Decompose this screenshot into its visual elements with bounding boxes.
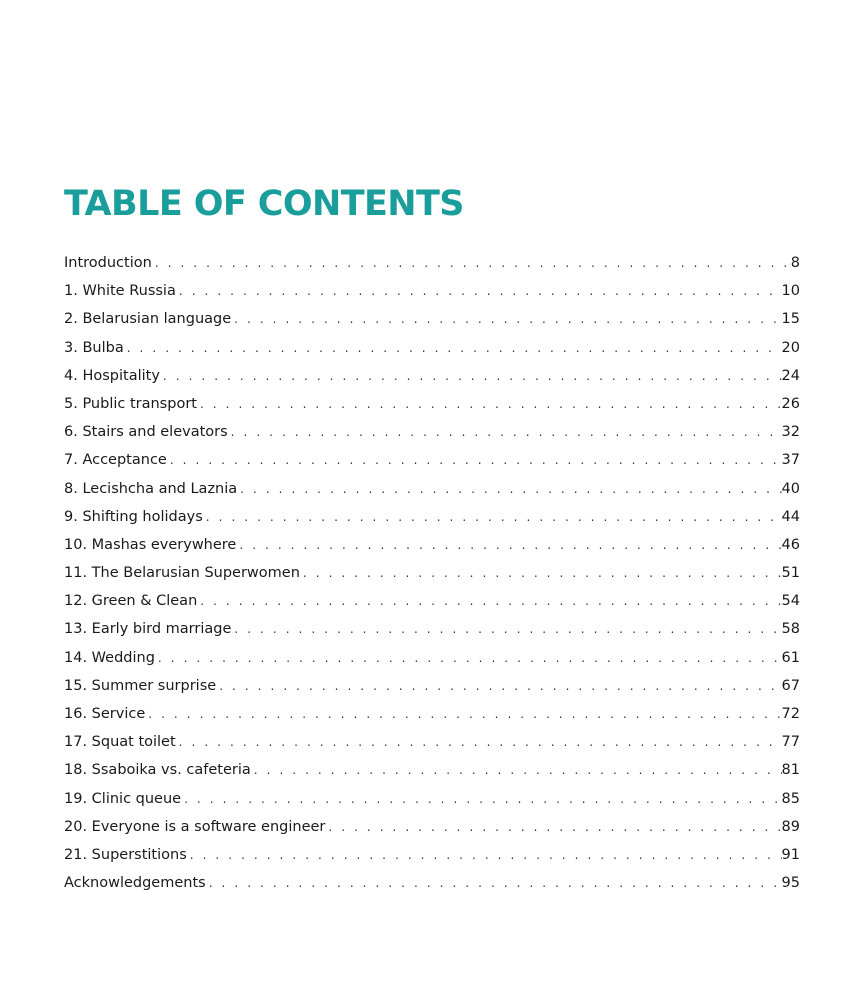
toc-entry-label: 19. Clinic queue: [64, 790, 182, 807]
toc-entry-page-number: 72: [781, 706, 800, 722]
toc-entry-page-number: 10: [781, 283, 800, 300]
toc-entry-label: 17. Squat toilet: [64, 734, 176, 751]
dot-leader: [200, 587, 781, 615]
dot-leader: [234, 305, 781, 333]
dot-leader: [155, 249, 791, 277]
toc-entry-label: 13. Early bird marriage: [64, 621, 232, 638]
toc-entry-label: 14. Wedding: [64, 649, 155, 666]
dot-leader: [190, 841, 782, 869]
toc-entry-label: Acknowledgements: [64, 875, 206, 892]
toc-entry-label: 4. Hospitality: [64, 367, 160, 384]
toc-entry: [64, 475, 800, 503]
toc-entry-label: 21. Superstitions: [64, 846, 187, 863]
toc-entry: [64, 869, 800, 897]
dot-leader: [179, 277, 782, 305]
dot-leader: [206, 503, 782, 531]
toc-entry-page-number: 77: [781, 734, 800, 751]
toc-entry-page-number: 15: [781, 311, 800, 328]
toc-entry-label: 18. Ssaboika vs. cafeteria: [64, 762, 251, 779]
toc-entry-label: 16. Service: [64, 706, 146, 722]
toc-entry-label: 10. Mashas everywhere: [64, 536, 237, 553]
toc-entry: [64, 756, 800, 784]
toc-entry-label: 1. White Russia: [64, 283, 176, 300]
dot-leader: [303, 559, 782, 587]
toc-entry-label: 8. Lecishcha and Laznia: [64, 480, 238, 497]
toc-entry: [64, 587, 800, 615]
dot-leader: [240, 475, 781, 503]
toc-entry-page-number: 24: [781, 367, 800, 384]
toc-list: [64, 249, 800, 897]
dot-leader: [209, 869, 782, 897]
toc-entry: [64, 728, 800, 756]
dot-leader: [148, 700, 781, 728]
toc-entry: [64, 615, 800, 643]
toc-entry-page-number: 58: [781, 621, 800, 638]
dot-leader: [163, 362, 782, 390]
toc-entry-label: 2. Belarusian language: [64, 311, 232, 328]
toc-entry-label: Introduction: [64, 255, 152, 271]
toc-entry-label: 20. Everyone is a software engineer: [64, 818, 326, 835]
dot-leader: [239, 531, 781, 559]
toc-entry-page-number: 89: [781, 818, 800, 835]
dot-leader: [234, 615, 781, 643]
toc-entry-label: 12. Green & Clean: [64, 593, 198, 610]
toc-entry-page-number: 54: [781, 593, 800, 610]
toc-entry: [64, 644, 800, 672]
toc-entry: [64, 559, 800, 587]
toc-entry-page-number: 37: [781, 452, 800, 469]
toc-entry: [64, 785, 800, 813]
toc-entry-label: 6. Stairs and elevators: [64, 424, 228, 441]
toc-entry: [64, 503, 800, 531]
toc-entry-page-number: 26: [781, 395, 800, 412]
toc-entry-page-number: 51: [781, 565, 800, 582]
toc-entry-page-number: 8: [790, 255, 800, 271]
toc-entry: [64, 418, 800, 446]
toc-entry: [64, 531, 800, 559]
dot-leader: [200, 390, 782, 418]
dot-leader: [170, 446, 782, 474]
toc-entry: [64, 813, 800, 841]
toc-entry: [64, 362, 800, 390]
toc-entry: [64, 390, 800, 418]
toc-entry-label: 11. The Belarusian Superwomen: [64, 565, 300, 582]
toc-entry: [64, 672, 800, 700]
dot-leader: [328, 813, 781, 841]
toc-entry-page-number: 32: [781, 424, 800, 441]
toc-entry-page-number: 85: [781, 790, 800, 807]
dot-leader: [127, 334, 782, 362]
toc-entry-label: 15. Summer surprise: [64, 677, 217, 694]
toc-entry-page-number: 44: [781, 508, 800, 525]
toc-entry-page-number: 81: [781, 762, 800, 779]
dot-leader: [158, 644, 782, 672]
toc-entry-label: 3. Bulba: [64, 339, 124, 356]
toc-entry: [64, 841, 800, 869]
dot-leader: [219, 672, 781, 700]
toc-entry-page-number: 46: [781, 536, 800, 553]
toc-entry: [64, 446, 800, 474]
dot-leader: [184, 785, 781, 813]
toc-entry-page-number: 67: [781, 677, 800, 694]
toc-entry-page-number: 20: [781, 339, 800, 356]
dot-leader: [231, 418, 782, 446]
dot-leader: [254, 756, 782, 784]
toc-entry-label: 9. Shifting holidays: [64, 508, 203, 525]
toc-entry-page-number: 40: [781, 480, 800, 497]
toc-entry: [64, 277, 800, 305]
toc-entry-page-number: 91: [781, 846, 800, 863]
toc-entry-page-number: 95: [781, 875, 800, 892]
dot-leader: [179, 728, 782, 756]
toc-entry: [64, 700, 800, 728]
toc-entry-label: 5. Public transport: [64, 395, 197, 412]
toc-entry-label: 7. Acceptance: [64, 452, 167, 469]
toc-entry: [64, 249, 800, 277]
page-title: TABLE OF CONTENTS: [64, 184, 464, 224]
toc-entry: [64, 334, 800, 362]
toc-entry: [64, 305, 800, 333]
toc-entry-page-number: 61: [781, 649, 800, 666]
